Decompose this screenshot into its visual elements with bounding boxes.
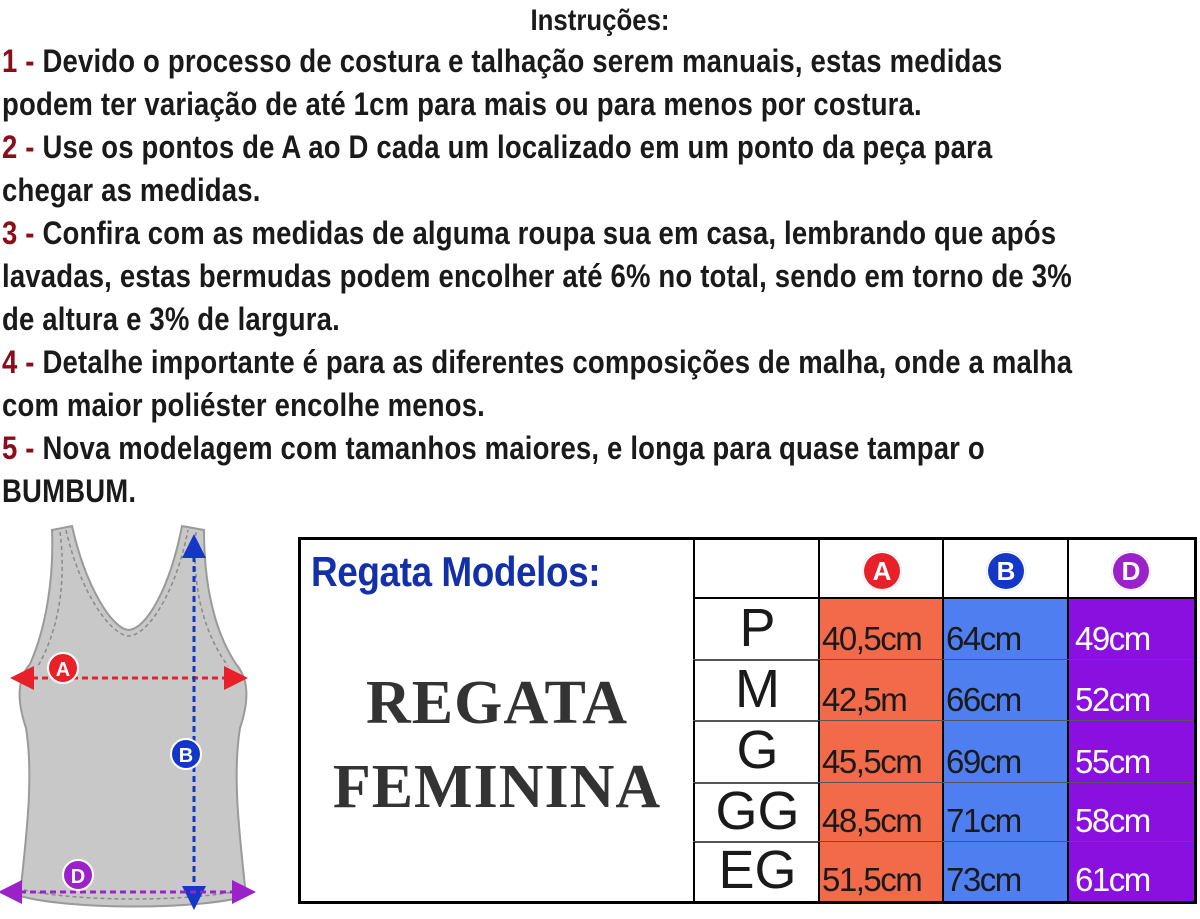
table-row-size-cell	[693, 599, 820, 660]
measurement-b-value: 64cm	[946, 620, 1021, 657]
marker-d-label: D	[70, 866, 86, 888]
instruction-1-number: 1 -	[2, 43, 35, 79]
size-label: GG	[715, 780, 800, 841]
size-label: M	[735, 658, 780, 719]
measurement-d-value: 52cm	[1075, 681, 1150, 718]
instruction-5-number: 5 -	[2, 430, 35, 466]
size-table	[298, 537, 1197, 904]
table-cell-d	[1067, 599, 1194, 660]
table-cell-b	[942, 599, 1069, 660]
table-row-size-cell	[693, 721, 820, 783]
instruction-2-number: 2 -	[2, 129, 35, 165]
table-cell-a	[818, 721, 944, 783]
size-label: P	[739, 597, 776, 658]
table-cell-b	[942, 783, 1069, 842]
measurement-d-value: 55cm	[1075, 743, 1150, 780]
header-col-d	[1067, 540, 1194, 598]
product-name-line-2: FEMININA	[332, 753, 662, 821]
table-row-size-cell	[693, 839, 820, 901]
instruction-3-number: 3 -	[2, 215, 35, 251]
measurement-b-value: 69cm	[946, 743, 1021, 780]
instruction-3-line-1: 3 - Confira com as medidas de alguma roupa sua em casa, lembrando que após	[2, 215, 1057, 251]
table-cell-d	[1067, 660, 1194, 721]
table-cell-a	[818, 842, 944, 901]
measurement-d-value: 49cm	[1075, 620, 1150, 657]
instruction-2-line-1: 2 - Use os pontos de A ao D cada um localizado em um ponto da peça para	[2, 129, 993, 165]
column-b-badge: B	[986, 551, 1026, 591]
instructions-title: Instruções:	[530, 4, 670, 37]
instruction-1-line-1: 1 - Devido o processo de costura e talhação serem manuais, estas medidas	[2, 43, 1003, 79]
instruction-5-line-1: 5 - Nova modelagem com tamanhos maiores, e longa para quase tampar o	[2, 430, 985, 466]
tank-top-diagram	[0, 518, 270, 914]
size-label: EG	[718, 839, 797, 900]
product-name-line-1: REGATA	[365, 669, 629, 737]
measurement-b-value: 73cm	[946, 861, 1021, 898]
measurement-a-value: 40,5cm	[822, 620, 922, 657]
table-cell-b	[942, 842, 1069, 901]
instruction-3-line-2: lavadas, estas bermudas podem encolher até 6% no total, sendo em torno de 3%	[2, 258, 1072, 294]
tank-top-body	[20, 526, 247, 907]
table-cell-a	[818, 660, 944, 721]
header-col-a	[818, 540, 944, 598]
measurement-d-value: 61cm	[1075, 861, 1150, 898]
table-cell-d	[1067, 842, 1194, 901]
measurement-b-value: 66cm	[946, 681, 1021, 718]
measurement-b-value: 71cm	[946, 802, 1021, 839]
column-a-badge: A	[862, 551, 902, 591]
instruction-5-line-2: BUMBUM.	[2, 473, 137, 509]
instruction-4-line-2: com maior poliéster encolhe menos.	[2, 387, 486, 423]
table-cell-a	[818, 783, 944, 842]
table-title: Regata Modelos:	[311, 548, 601, 595]
table-cell-d	[1067, 783, 1194, 842]
instruction-4-line-1: 4 - Detalhe importante é para as diferentes composições de malha, onde a malha	[2, 344, 1073, 380]
size-label: G	[736, 720, 779, 780]
column-d-badge: D	[1111, 551, 1151, 591]
measurement-a-value: 51,5cm	[822, 861, 922, 898]
measurement-a-value: 45,5cm	[822, 743, 922, 780]
measurement-a-value: 42,5m	[822, 681, 907, 718]
header-col-b	[942, 540, 1069, 598]
marker-a-label: A	[55, 659, 71, 681]
instruction-2-line-2: chegar as medidas.	[2, 172, 261, 208]
tank-top-illustration	[0, 518, 270, 914]
measurement-d-value: 58cm	[1075, 802, 1150, 839]
instruction-3-line-3: de altura e 3% de largura.	[2, 301, 340, 337]
table-cell-b	[942, 721, 1069, 783]
header-empty-cell	[693, 540, 820, 598]
table-cell-d	[1067, 721, 1194, 783]
marker-b-label: B	[178, 745, 194, 767]
measurement-a-value: 48,5cm	[822, 802, 922, 839]
table-title-area	[301, 540, 693, 901]
table-row-size-cell	[693, 780, 820, 842]
instruction-4-number: 4 -	[2, 344, 35, 380]
table-row-size-cell	[693, 660, 820, 721]
instruction-1-line-2: podem ter variação de até 1cm para mais ou para menos por costura.	[2, 86, 922, 122]
table-cell-b	[942, 660, 1069, 721]
table-cell-a	[818, 599, 944, 660]
